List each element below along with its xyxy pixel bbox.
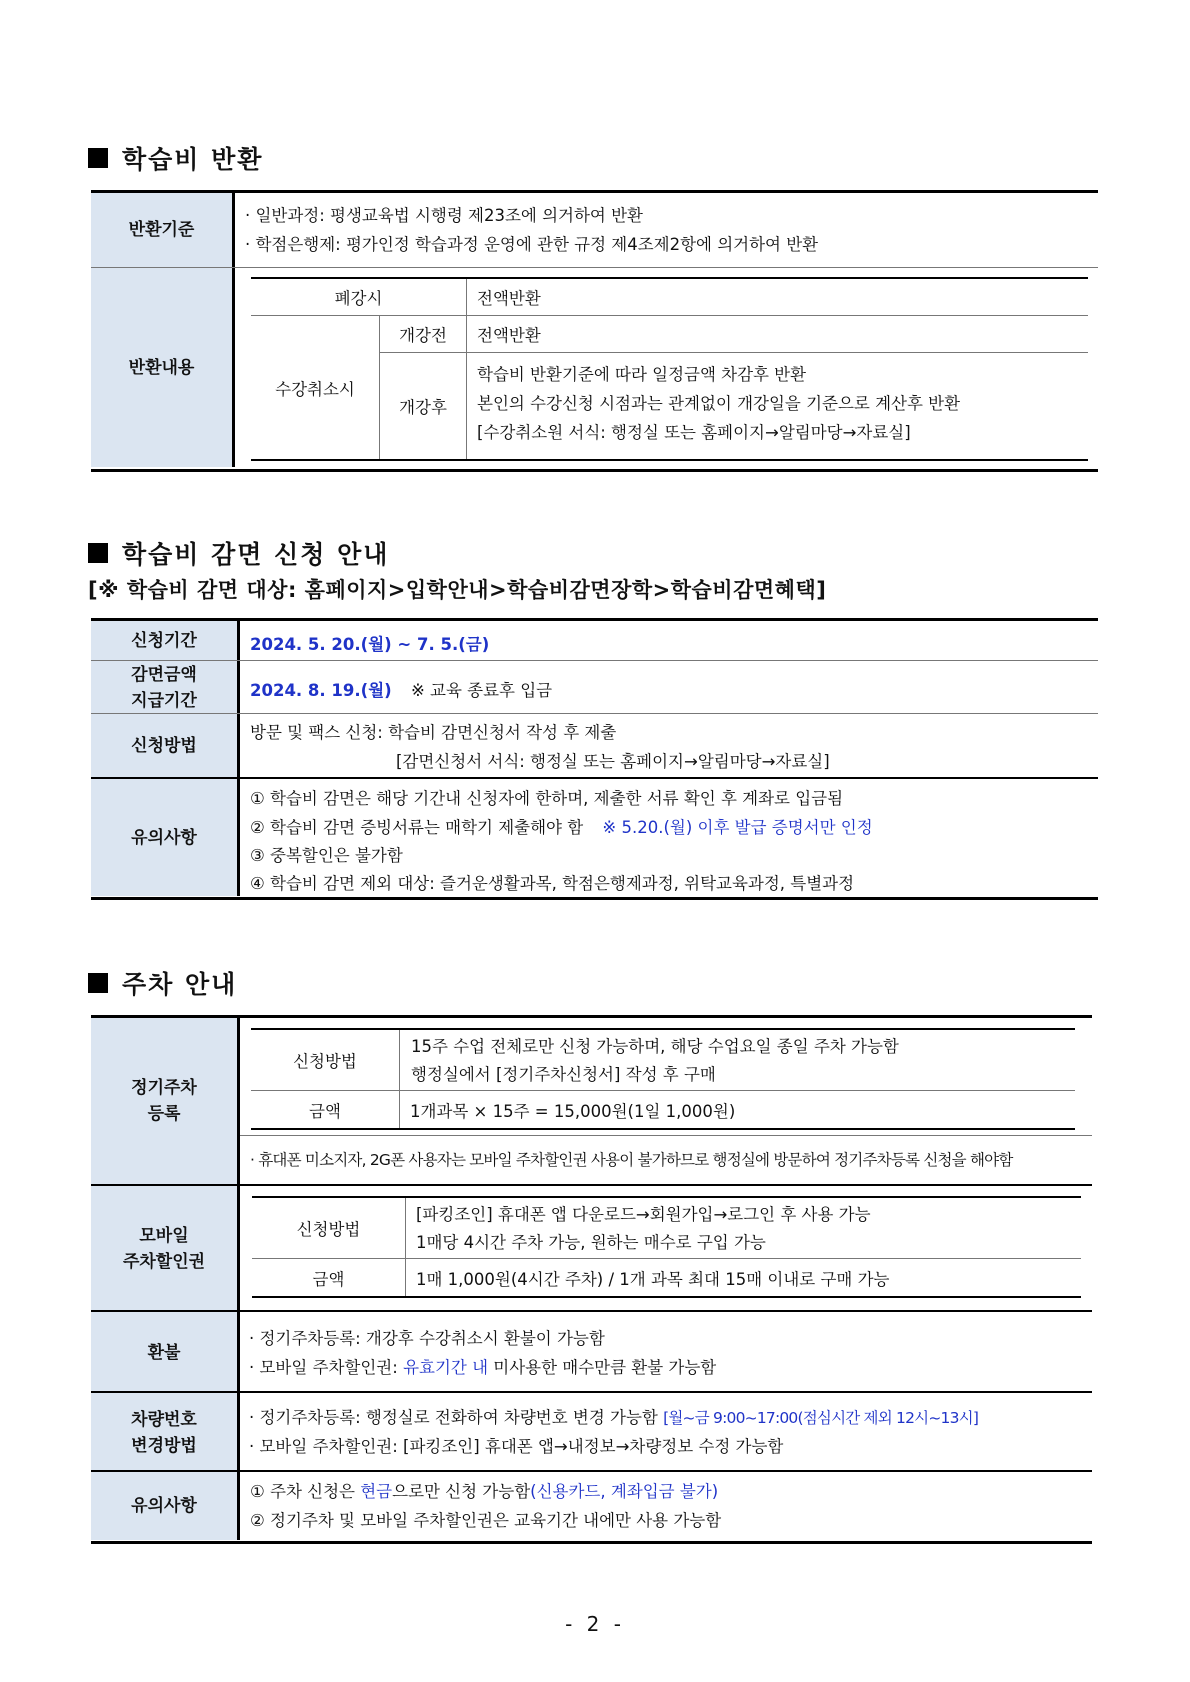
mobile-inner-table xyxy=(252,1196,1081,1298)
plate-content xyxy=(240,1393,1092,1472)
plate-header-line: 차량번호 xyxy=(131,1409,197,1430)
refund-content-row xyxy=(91,267,1098,467)
period-content xyxy=(240,621,1098,660)
refund-text: · 모바일 주차할인권: xyxy=(249,1358,398,1377)
pay-note: ※ 교육 종료후 입금 xyxy=(410,681,553,700)
closing-label: 폐강시 xyxy=(334,289,383,308)
regular-parking-row xyxy=(91,1018,1092,1184)
plate-highlight: [월~금 9:00~17:00(점심시간 제외 12시~13시] xyxy=(663,1409,979,1427)
refund-content-header: 반환내용 xyxy=(91,268,235,467)
parking-table xyxy=(91,1015,1092,1544)
mobile-header xyxy=(91,1186,240,1312)
parking-title-text: 주차 안내 xyxy=(122,970,238,999)
regular-price-label: 금액 xyxy=(309,1101,341,1121)
before-value: 전액반환 xyxy=(477,326,541,345)
plate-line xyxy=(249,1404,978,1428)
parking-refund-header: 환불 xyxy=(91,1312,240,1393)
parking-refund-content xyxy=(240,1312,1092,1393)
mobile-header-line: 모바일 xyxy=(139,1226,189,1246)
mobile-method-label: 신청방법 xyxy=(296,1220,361,1239)
discount-title-text: 학습비 감면 신청 안내 xyxy=(122,540,390,569)
discount-notes-row xyxy=(91,777,1098,896)
divider xyxy=(240,1135,1092,1136)
square-bullet-icon xyxy=(88,973,108,993)
plate-header xyxy=(91,1393,240,1472)
mobile-header-line: 주차할인권 xyxy=(122,1252,206,1272)
cancel-label: 수강취소시 xyxy=(275,379,355,399)
plate-line: · 모바일 주차할인권: [파킹조인] 휴대폰 앱→내정보→차량정보 수정 가능함 xyxy=(249,1437,784,1456)
mobile-method-line: 1매당 4시간 주차 가능, 원하는 매수로 구입 가능 xyxy=(416,1233,766,1252)
refund-line: · 정기주차등록: 개강후 수강취소시 환불이 가능함 xyxy=(249,1329,605,1348)
square-bullet-icon xyxy=(88,148,108,168)
parking-notes-content xyxy=(240,1472,1092,1540)
after-line: 본인의 수강신청 시점과는 관계없이 개강일을 기준으로 계산후 반환 xyxy=(477,394,961,413)
note-item: ③ 중복할인은 불가함 xyxy=(250,846,403,865)
discount-subtitle: [※ 학습비 감면 대상: 홈페이지>입학안내>학습비감면장학>학습비감면혜택] xyxy=(88,578,827,602)
discount-section-title xyxy=(88,535,389,571)
parking-section-title xyxy=(88,965,237,1001)
refund-criteria-line: · 학점은행제: 평가인정 학습과정 운영에 관한 규정 제4조제2항에 의거하여 반환 xyxy=(245,235,819,254)
regular-note: · 휴대폰 미소지자, 2G폰 사용자는 모바일 주차할인권 사용이 불가하므로 행정실에 방문하여 정기주차등록 신청을 해야함 xyxy=(250,1151,1013,1169)
mobile-ticket-row xyxy=(91,1184,1092,1312)
note-item: ① 학습비 감면은 해당 기간내 신청자에 한하며, 제출한 서류 확인 후 계좌로 입금됨 xyxy=(250,789,844,808)
parking-refund-row xyxy=(91,1310,1092,1393)
page-number: - 2 - xyxy=(565,1612,625,1636)
parking-notes-row xyxy=(91,1470,1092,1540)
refund-criteria-content xyxy=(235,193,1098,267)
regular-method-label: 신청방법 xyxy=(293,1052,357,1071)
plate-change-row xyxy=(91,1391,1092,1472)
before-label: 개강전 xyxy=(399,326,447,345)
regular-price: 1개과목 × 15주 = 15,000원(1일 1,000원) xyxy=(410,1101,736,1121)
method-line: [감면신청서 서식: 행정실 또는 홈페이지→알림마당→자료실] xyxy=(396,752,830,771)
note-text: 으로만 신청 가능함 xyxy=(392,1482,531,1501)
discount-period-row xyxy=(91,621,1098,660)
note-highlight: (신용카드, 계좌입금 불가) xyxy=(530,1482,719,1501)
pay-header-line: 지급기간 xyxy=(131,690,197,711)
refund-table xyxy=(91,190,1098,472)
pay-date: 2024. 8. 19.(월) xyxy=(250,681,392,700)
after-line: 학습비 반환기준에 따라 일정금액 차감후 반환 xyxy=(477,365,807,384)
refund-criteria-line: · 일반과정: 평생교육법 시행령 제23조에 의거하여 반환 xyxy=(245,206,643,225)
refund-text: 미사용한 매수만큼 환불 가능함 xyxy=(493,1358,717,1377)
mobile-method-line: [파킹조인] 휴대폰 앱 다운로드→회원가입→로그인 후 사용 가능 xyxy=(416,1205,871,1224)
square-bullet-icon xyxy=(88,543,108,563)
regular-header xyxy=(91,1018,240,1184)
period-value: 2024. 5. 20.(월) ~ 7. 5.(금) xyxy=(250,635,490,654)
regular-inner-table xyxy=(251,1028,1075,1130)
refund-highlight: 유효기간 내 xyxy=(403,1358,489,1377)
divider xyxy=(380,352,1088,353)
plate-text: · 정기주차등록: 행정실로 전화하여 차량번호 변경 가능함 xyxy=(249,1408,658,1427)
regular-method-line: 15주 수업 전체로만 신청 가능하며, 해당 수업요일 종일 주차 가능함 xyxy=(411,1037,899,1056)
note-highlight: ※ 5.20.(월) 이후 발급 증명서만 인정 xyxy=(602,818,873,837)
after-line: [수강취소원 서식: 행정실 또는 홈페이지→알림마당→자료실] xyxy=(477,423,911,442)
parking-notes-header: 유의사항 xyxy=(91,1472,240,1540)
discount-pay-row xyxy=(91,660,1098,714)
pay-value xyxy=(250,677,552,701)
notes-content xyxy=(240,779,1098,896)
method-header: 신청방법 xyxy=(91,714,240,778)
closing-value: 전액반환 xyxy=(477,289,541,308)
note-text: ① 주차 신청은 xyxy=(250,1482,355,1501)
refund-criteria-row xyxy=(91,193,1098,267)
regular-header-line: 등록 xyxy=(147,1104,181,1124)
mobile-price: 1매 1,000원(4시간 주차) / 1개 과목 최대 15매 이내로 구매 가능 xyxy=(416,1269,890,1289)
discount-method-row xyxy=(91,713,1098,778)
pay-header-line: 감면금액 xyxy=(131,664,197,685)
refund-inner-table xyxy=(251,277,1088,461)
note-item xyxy=(250,814,873,838)
period-header: 신청기간 xyxy=(91,621,240,660)
refund-title-text: 학습비 반환 xyxy=(122,145,264,174)
regular-method-line: 행정실에서 [정기주차신청서] 작성 후 구매 xyxy=(411,1065,716,1084)
parking-note: ② 정기주차 및 모바일 주차할인권은 교육기간 내에만 사용 가능함 xyxy=(250,1511,722,1530)
method-content xyxy=(240,714,1098,778)
mobile-price-label: 금액 xyxy=(312,1269,345,1289)
pay-content xyxy=(240,661,1098,714)
notes-header: 유의사항 xyxy=(91,779,240,896)
plate-header-line: 변경방법 xyxy=(131,1435,197,1456)
regular-header-line: 정기주차 xyxy=(131,1078,197,1098)
method-line: 방문 및 팩스 신청: 학습비 감면신청서 작성 후 제출 xyxy=(250,723,617,742)
pay-header xyxy=(91,661,240,714)
note-item: ④ 학습비 감면 제외 대상: 즐거운생활과목, 학점은행제과정, 위탁교육과정, 특별과정 xyxy=(250,874,855,893)
refund-criteria-header: 반환기준 xyxy=(91,193,235,267)
note-highlight: 현금 xyxy=(360,1482,393,1501)
discount-table xyxy=(91,618,1098,900)
after-label: 개강후 xyxy=(399,398,447,417)
parking-note xyxy=(250,1478,718,1502)
note-text: ② 학습비 감면 증빙서류는 매학기 제출해야 함 xyxy=(250,818,584,837)
refund-line xyxy=(249,1354,716,1378)
refund-section-title xyxy=(88,140,263,176)
